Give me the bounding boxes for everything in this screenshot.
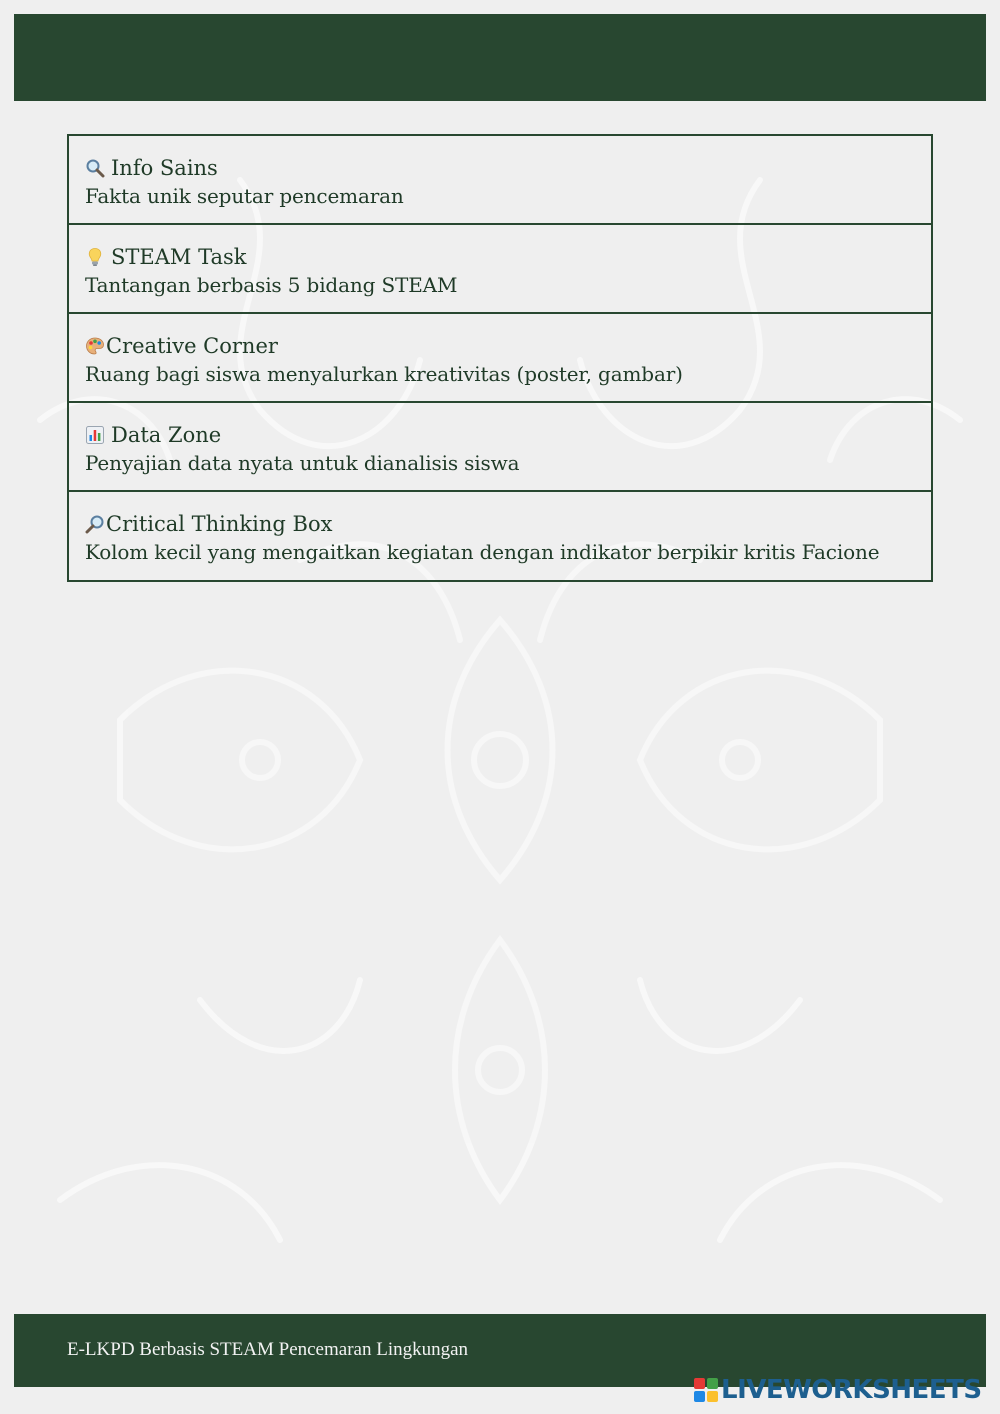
feature-row-creative-corner (69, 314, 931, 403)
feature-title-text: Creative Corner (106, 334, 278, 358)
feature-description: Kolom kecil yang mengaitkan kegiatan dengan indikator berpikir kritis Facione (85, 540, 880, 564)
lightbulb-icon (85, 247, 105, 267)
footer-title: E-LKPD Berbasis STEAM Pencemaran Lingkungan (67, 1339, 469, 1360)
feature-row-critical-thinking-box (69, 492, 931, 580)
feature-title (85, 243, 915, 271)
feature-title-text: STEAM Task (111, 245, 247, 269)
liveworksheets-logo-icon (694, 1378, 718, 1402)
feature-row-data-zone (69, 403, 931, 492)
palette-icon (85, 336, 105, 356)
feature-table (67, 134, 933, 582)
feature-title (85, 510, 915, 538)
feature-title-text: Data Zone (111, 423, 222, 447)
feature-row-info-sains (69, 136, 931, 225)
magnifier-right-icon (85, 514, 105, 534)
feature-description: Tantangan berbasis 5 bidang STEAM (85, 273, 458, 297)
feature-description: Penyajian data nyata untuk dianalisis siswa (85, 451, 520, 475)
feature-row-steam-task (69, 225, 931, 314)
feature-title (85, 332, 915, 360)
feature-title (85, 154, 915, 182)
magnifier-icon (85, 158, 105, 178)
feature-title-text: Info Sains (111, 156, 218, 180)
liveworksheets-watermark[interactable] (694, 1377, 982, 1403)
feature-title (85, 421, 915, 449)
feature-title-text: Critical Thinking Box (106, 512, 333, 536)
feature-description: Ruang bagi siswa menyalurkan kreativitas (poster, gambar) (85, 362, 683, 386)
feature-description: Fakta unik seputar pencemaran (85, 184, 404, 208)
liveworksheets-wordmark: LIVEWORKSHEETS (721, 1375, 982, 1405)
bar-chart-icon (85, 425, 105, 445)
header-band (14, 14, 986, 101)
